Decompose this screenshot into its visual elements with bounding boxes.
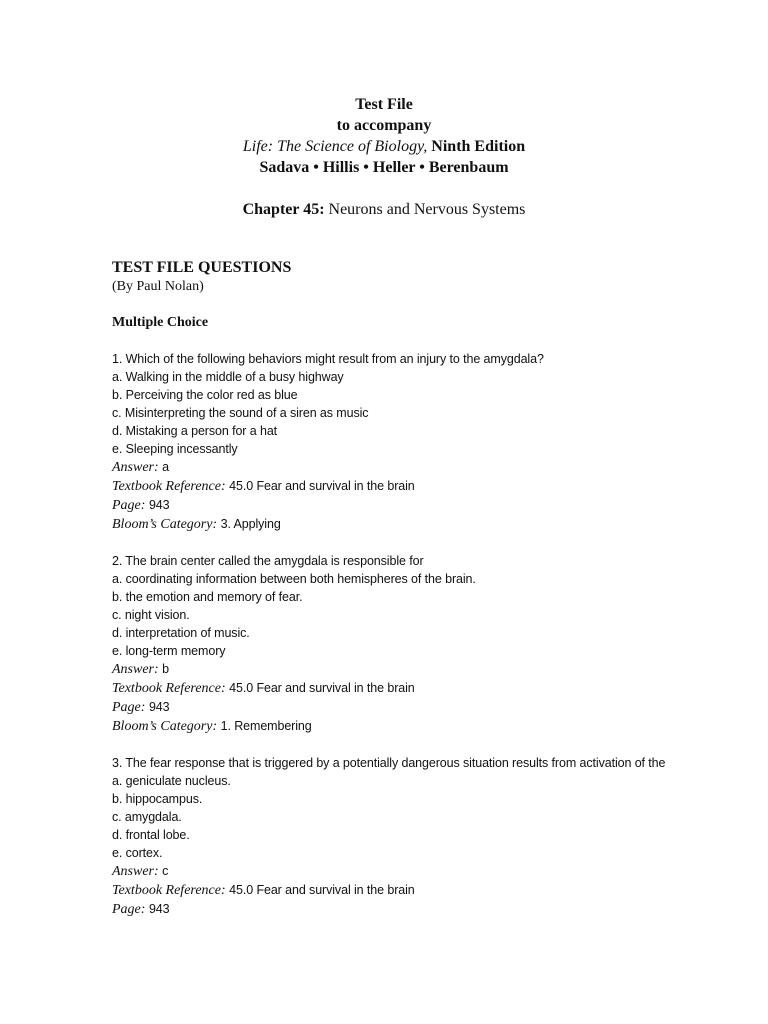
document-title: Test File — [355, 96, 413, 113]
answer-line — [112, 862, 672, 881]
choice-a: a. geniculate nucleus. — [112, 774, 231, 788]
document-header — [0, 94, 768, 220]
choice-c: c. amygdala. — [112, 810, 182, 824]
choice-e: e. cortex. — [112, 846, 163, 860]
section-title: TEST FILE QUESTIONS — [112, 259, 292, 276]
choice-b: b. hippocampus. — [112, 792, 203, 806]
document-subtitle: to accompany — [336, 117, 432, 134]
book-title: Life: The Science of Biology, — [242, 138, 428, 155]
document-body — [112, 258, 672, 937]
answer-label: Answer: — [112, 662, 159, 677]
reference-label: Textbook Reference: — [112, 681, 226, 696]
page-value: 943 — [148, 700, 170, 714]
book-line — [0, 136, 768, 157]
bloom-line — [112, 717, 672, 736]
choice-e: e. Sleeping incessantly — [112, 442, 238, 456]
reference-line — [112, 679, 672, 698]
authors-line: Sadava • Hillis • Heller • Berenbaum — [259, 159, 509, 176]
page-line — [112, 496, 672, 515]
answer-value: b — [162, 662, 170, 676]
page-value: 943 — [148, 498, 170, 512]
bloom-value: 3. Applying — [220, 517, 281, 531]
choice-c: c. Misinterpreting the sound of a siren as music — [112, 406, 369, 420]
question-1 — [112, 350, 672, 534]
reference-value: 45.0 Fear and survival in the brain — [229, 883, 415, 897]
choice-e: e. long-term memory — [112, 644, 226, 658]
bloom-value: 1. Remembering — [220, 719, 312, 733]
bloom-label: Bloom’s Category: — [112, 719, 218, 734]
answer-value: a — [162, 460, 170, 474]
section-byline: (By Paul Nolan) — [112, 279, 204, 294]
page-label: Page: — [112, 498, 146, 513]
reference-label: Textbook Reference: — [112, 479, 226, 494]
page-line — [112, 900, 672, 919]
question-stem: 2. The brain center called the amygdala is responsible for — [112, 554, 424, 568]
answer-value: c — [162, 864, 169, 878]
answer-line — [112, 660, 672, 679]
page-label: Page: — [112, 700, 146, 715]
book-edition: Ninth Edition — [431, 138, 526, 155]
reference-value: 45.0 Fear and survival in the brain — [229, 681, 415, 695]
choice-a: a. coordinating information between both hemispheres of the brain. — [112, 572, 476, 586]
choice-a: a. Walking in the middle of a busy highway — [112, 370, 344, 384]
multiple-choice-heading: Multiple Choice — [112, 315, 209, 330]
page-line — [112, 698, 672, 717]
choice-c: c. night vision. — [112, 608, 190, 622]
answer-label: Answer: — [112, 864, 159, 879]
bloom-line — [112, 515, 672, 534]
chapter-heading — [0, 199, 768, 220]
page-value: 943 — [148, 902, 170, 916]
question-3 — [112, 754, 672, 919]
reference-label: Textbook Reference: — [112, 883, 226, 898]
answer-line — [112, 458, 672, 477]
question-stem: 1. Which of the following behaviors might result from an injury to the amygdala? — [112, 352, 544, 366]
reference-value: 45.0 Fear and survival in the brain — [229, 479, 415, 493]
choice-b: b. Perceiving the color red as blue — [112, 388, 298, 402]
choice-d: d. Mistaking a person for a hat — [112, 424, 278, 438]
answer-label: Answer: — [112, 460, 159, 475]
question-2 — [112, 552, 672, 736]
page-label: Page: — [112, 902, 146, 917]
question-stem: 3. The fear response that is triggered by a potentially dangerous situation results from activation of the — [112, 756, 666, 770]
reference-line — [112, 477, 672, 496]
choice-d: d. frontal lobe. — [112, 828, 190, 842]
chapter-title: Neurons and Nervous Systems — [328, 201, 526, 218]
choice-b: b. the emotion and memory of fear. — [112, 590, 303, 604]
bloom-label: Bloom’s Category: — [112, 517, 218, 532]
reference-line — [112, 881, 672, 900]
chapter-label: Chapter 45: — [242, 201, 325, 218]
choice-d: d. interpretation of music. — [112, 626, 250, 640]
